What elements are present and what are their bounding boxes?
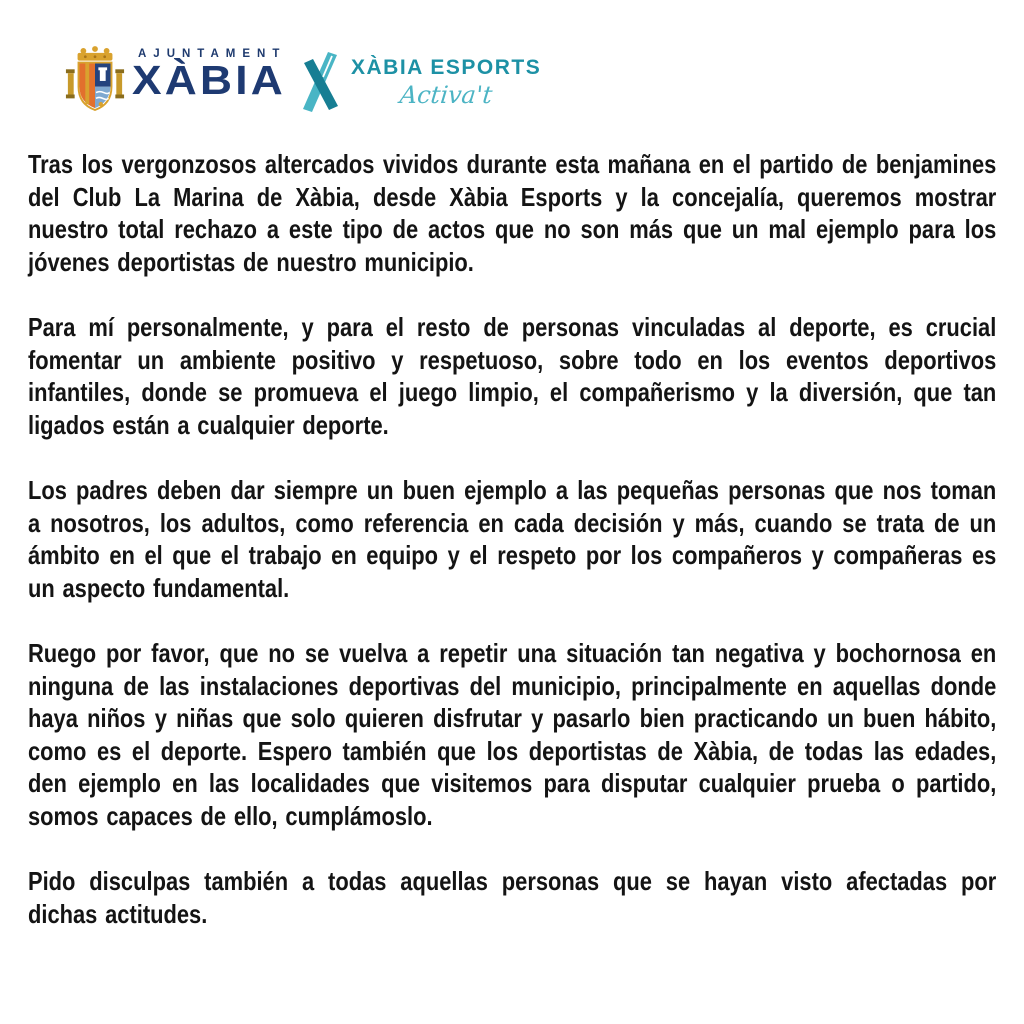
esports-tagline: Activa't [398,81,494,109]
paragraph-4: Ruego por favor, que no se vuelva a repetir una situación tan negativa y bochornosa en ninguna de las instalaciones deportivas del municipio, principalmente en aquellas donde haya niños y niñas que solo quieren disfrutar y pasarlo bien practicando un buen hábito, como es el deporte. Espero también que los deportistas de Xàbia, de todas las edades, den ejemplo en las localidades que visitemos para disputar cualquier prueba o partido, somos capaces de ello, cumplámoslo. [28,638,997,831]
paragraph-2: Para mí personalmente, y para el resto de personas vinculadas al deporte, es crucial fomentar un ambiente positivo y respetuoso, sobre todo en los eventos deportivos infantiles, donde se promueva el juego limpio, el compañerismo y la diversión, que tan ligados están a cualquier deporte. [28,312,997,440]
esports-wordmark: XÀBIA ESPORTS [351,56,542,79]
ajuntament-xabia-logo [64,44,286,114]
ajuntament-text [132,44,286,102]
ajuntament-label: AJUNTAMENT [138,48,287,60]
paragraph-3: Los padres deben dar siempre un buen ejemplo a las pequeñas personas que nos toman a nosotros, los adultos, como referencia en cada decisión y más, cuando se trata de un ámbito en el que el trabajo en equipo y el respeto por los compañeros y compañeras es un aspecto fundamental. [28,475,997,603]
paragraph-1: Tras los vergonzosos altercados vividos durante esta mañana en el partido de benjamines del Club La Marina de Xàbia, desde Xàbia Esports y la concejalía, queremos mostrar nuestro total rechazo a este tipo de actos que no son más que un mal ejemplo para los jóvenes deportistas de nuestro municipio. [28,149,997,277]
xabia-esports-logo [298,50,541,112]
statement-body [28,148,996,963]
paragraph-5: Pido disculpas también a todas aquellas personas que se hayan visto afectadas por dichas actitudes. [28,866,997,929]
esports-x-icon [298,52,344,112]
xabia-wordmark: XÀBIA [132,57,286,103]
esports-text [351,50,541,109]
ajuntament-crest-icon [64,44,126,114]
